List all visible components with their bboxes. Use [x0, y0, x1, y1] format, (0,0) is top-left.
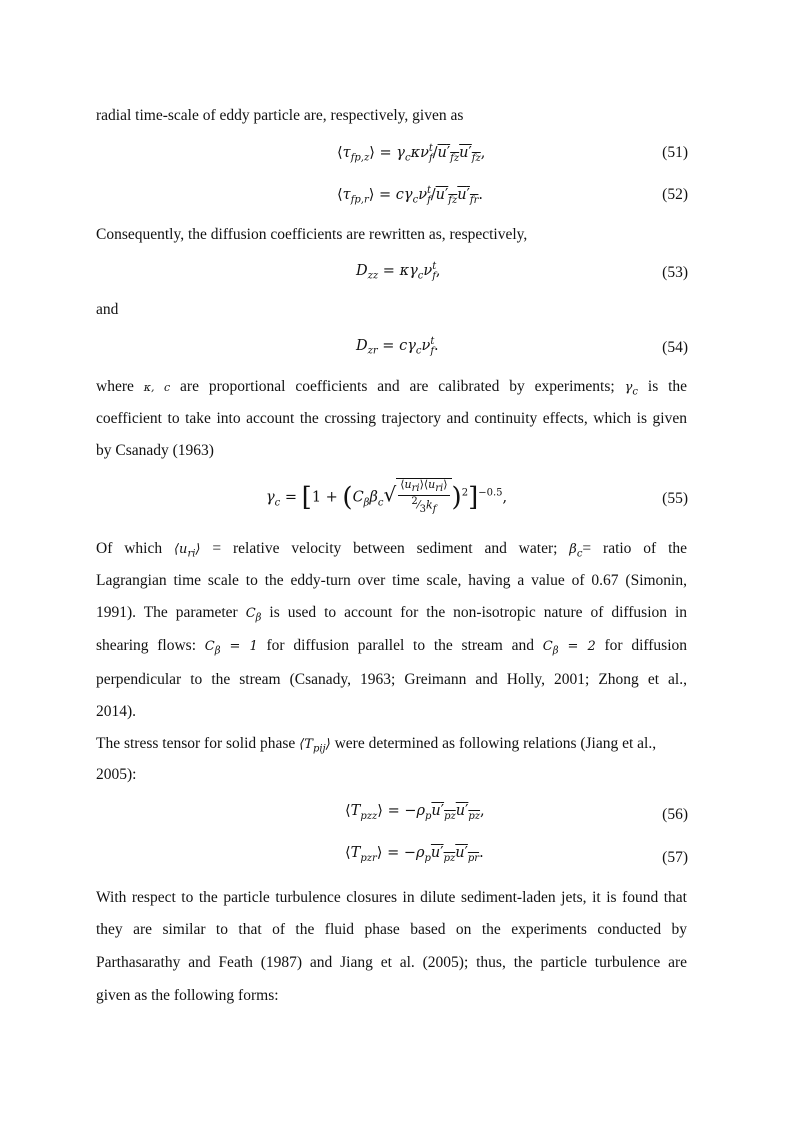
paragraph-of-which-line5: perpendicular to the stream (Csanady, 1963; Greimann and Holly, 2001; Zhong et al., [96, 671, 687, 688]
equation-number-54: (54) [662, 339, 688, 356]
equation-number-55: (55) [662, 490, 688, 507]
equation-number-52: (52) [662, 186, 688, 203]
equation-number-57: (57) [662, 849, 688, 866]
equation-number-56: (56) [662, 806, 688, 823]
paragraph-particle-turbulence-line2: they are similar to that of the fluid phase based on the experiments conducted by [96, 921, 687, 938]
equation-55: $\gamma_c = [1 + (C_\beta\beta_c√$ $\frac{⟨u_{ri}⟩⟨u_{ri}⟩}{^2⁄_3k_f}$ )$^2$]$^{-0.5}$, [266, 478, 508, 516]
equation-52: $⟨\tau_{fp,r}⟩ = c\gamma_c\nu^t_f/u'_{fz}u'_{fr}$. [337, 185, 484, 206]
paragraph-consequently: Consequently, the diffusion coefficients are rewritten as, respectively, [96, 226, 528, 243]
paragraph-particle-turbulence-line3: Parthasarathy and Feath (1987) and Jiang et al. (2005); thus, the particle turbulence are [96, 954, 687, 971]
paragraph-of-which-line2: Lagrangian time scale to the eddy-turn over time scale, having a value of 0.67 (Simonin, [96, 572, 687, 589]
paragraph-of-which-line6: 2014). [96, 703, 137, 720]
equation-number-51: (51) [662, 144, 688, 161]
paragraph-particle-turbulence-line4: given as the following forms: [96, 987, 279, 1004]
paragraph-stress-tensor-line1: The stress tensor for solid phase $⟨T_{pij}⟩$ were determined as following relations (Jiang et al., [96, 735, 657, 755]
paragraph-intro: radial time-scale of eddy particle are, respectively, given as [96, 107, 464, 124]
equation-54: $D_{zr} = c\gamma_c\nu^t_f$. [356, 336, 439, 357]
paragraph-where-line2: coefficient to take into account the crossing trajectory and continuity effects, which is given [96, 410, 687, 427]
paragraph-stress-tensor-line2: 2005): [96, 766, 137, 783]
equation-number-53: (53) [662, 264, 688, 281]
paragraph-particle-turbulence-line1: With respect to the particle turbulence closures in dilute sediment-laden jets, it is found that [96, 889, 687, 906]
paragraph-of-which-line4: shearing flows: $C_\beta = 1$ for diffusion parallel to the stream and $C_\beta = 2$ for diffusion [96, 637, 688, 657]
paragraph-of-which-line1: Of which $⟨u_{ri}⟩$ = relative velocity between sediment and water; $\beta_c=$ ratio of the [96, 540, 688, 560]
equation-57: $⟨T_{pzr}⟩ = -\rho_pu'_{pz}u'_{pr}$. [345, 845, 484, 864]
equation-51: $⟨\tau_{fp,z}⟩ = \gamma_c\kappa\nu^t_f/u'_{fz}u'_{fz}$, [337, 143, 486, 164]
paragraph-and: and [96, 301, 119, 318]
equation-56: $⟨T_{pzz}⟩ = -\rho_pu'_{pz}u'_{pz}$, [345, 803, 485, 822]
equation-53: $D_{zz} = \kappa\gamma_c\nu^t_f$, [356, 261, 441, 282]
paragraph-where-line1: where κ, c are proportional coefficients and are calibrated by experiments; $\gamma_c$ is the [96, 378, 688, 398]
paragraph-where-line3: by Csanady (1963) [96, 442, 214, 459]
paragraph-of-which-line3: 1991). The parameter $C_\beta$ is used to account for the non-isotropic nature of diffusion in [96, 604, 688, 624]
